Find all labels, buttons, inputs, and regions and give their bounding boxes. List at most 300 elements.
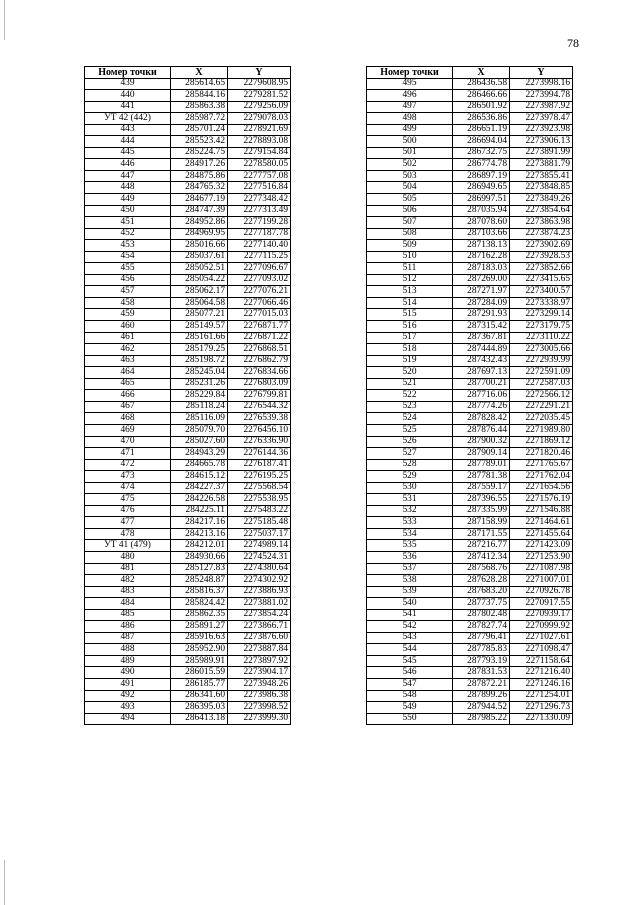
table-row [85,228,291,240]
table-row [85,471,291,483]
cell-point-number: 456 [85,274,171,286]
cell-y: 2276799.81 [228,390,291,402]
table-body-left [85,78,291,725]
cell-point-number: 519 [367,355,453,367]
cell-point-number: 534 [367,528,453,540]
table-row [367,401,573,413]
cell-point-number: 439 [85,78,171,90]
cell-x: 285079.70 [171,424,228,436]
cell-y: 2270917.55 [510,598,573,610]
table-row [367,678,573,690]
cell-y: 2271007.01 [510,575,573,587]
table-row [85,621,291,633]
cell-point-number: 470 [85,436,171,448]
cell-x: 287802.48 [453,609,510,621]
table-row [85,182,291,194]
table-row [85,517,291,529]
table-row [85,598,291,610]
table-row [85,113,291,125]
table-row [85,147,291,159]
cell-y: 2270939.17 [510,609,573,621]
cell-y: 2271464.61 [510,517,573,529]
cell-point-number: 531 [367,494,453,506]
cell-x: 285027.60 [171,436,228,448]
cell-x: 287944.52 [453,702,510,714]
cell-point-number: 550 [367,713,453,725]
cell-point-number: 498 [367,113,453,125]
cell-x: 287876.44 [453,424,510,436]
table-row [367,563,573,575]
cell-x: 286395.03 [171,702,228,714]
cell-x: 287158.99 [453,517,510,529]
scan-edge-mark-top [4,0,5,40]
cell-y: 2271989.80 [510,424,573,436]
table-row [367,286,573,298]
table-row [85,321,291,333]
table-row [367,505,573,517]
table-row [85,563,291,575]
cell-y: 2271869.12 [510,436,573,448]
table-row [85,159,291,171]
cell-x: 285245.04 [171,367,228,379]
cell-point-number: 505 [367,194,453,206]
cell-point-number: 495 [367,78,453,90]
cell-x: 286436.58 [453,78,510,90]
cell-point-number: 493 [85,702,171,714]
cell-x: 285118.24 [171,401,228,413]
cell-point-number: 535 [367,540,453,552]
cell-x: 285062.17 [171,286,228,298]
cell-y: 2273874.23 [510,228,573,240]
cell-y: 2271158.64 [510,655,573,667]
cell-x: 285701.24 [171,124,228,136]
table-row [85,297,291,309]
cell-y: 2273928.53 [510,251,573,263]
cell-point-number: 449 [85,194,171,206]
table-row [367,90,573,102]
cell-x: 286341.60 [171,690,228,702]
cell-x: 285816.37 [171,586,228,598]
cell-y: 2277140.40 [228,240,291,252]
table-body-right [367,78,573,725]
cell-x: 287216.77 [453,540,510,552]
cell-y: 2271246.16 [510,678,573,690]
table-row [85,205,291,217]
table-row [367,702,573,714]
table-row [367,690,573,702]
table-row [85,494,291,506]
table-row [367,136,573,148]
cell-point-number: 525 [367,424,453,436]
cell-x: 285179.25 [171,344,228,356]
table-row [367,170,573,182]
cell-x: 287367.81 [453,332,510,344]
table-row [367,482,573,494]
cell-y: 2276868.51 [228,344,291,356]
cell-point-number: 510 [367,251,453,263]
cell-x: 284747.39 [171,205,228,217]
cell-y: 2276144.36 [228,448,291,460]
cell-x: 286466.66 [453,90,510,102]
table-row [85,251,291,263]
cell-y: 2273906.13 [510,136,573,148]
header-x: X [453,67,510,79]
cell-x: 286536.86 [453,113,510,125]
cell-x: 284615.12 [171,471,228,483]
cell-x: 287271.97 [453,286,510,298]
cell-y: 2273999.30 [228,713,291,725]
cell-y: 2278893.08 [228,136,291,148]
cell-x: 287444.89 [453,344,510,356]
cell-point-number: 532 [367,505,453,517]
cell-x: 287078.60 [453,217,510,229]
cell-y: 2276871.77 [228,321,291,333]
cell-x: 287432.43 [453,355,510,367]
cell-y: 2276456.10 [228,424,291,436]
header-y: Y [228,67,291,79]
cell-point-number: 523 [367,401,453,413]
table-row [85,274,291,286]
cell-y: 2271296.73 [510,702,573,714]
cell-y: 2271098.47 [510,644,573,656]
table-row [367,621,573,633]
table-row [367,632,573,644]
table-header-row [367,67,573,79]
cell-point-number: 541 [367,609,453,621]
cell-y: 2279078.03 [228,113,291,125]
cell-x: 286949.65 [453,182,510,194]
cell-point-number: 458 [85,297,171,309]
cell-x: 286651.19 [453,124,510,136]
table-row [367,655,573,667]
cell-point-number: 548 [367,690,453,702]
cell-point-number: 452 [85,228,171,240]
table-row [85,713,291,725]
cell-y: 2271423.09 [510,540,573,552]
table-row [85,136,291,148]
cell-point-number: 540 [367,598,453,610]
cell-x: 286501.92 [453,101,510,113]
cell-y: 2276803.09 [228,378,291,390]
cell-x: 287700.21 [453,378,510,390]
cell-y: 2278580.05 [228,159,291,171]
cell-y: 2274524.31 [228,551,291,563]
table-row [367,586,573,598]
cell-y: 2277348.42 [228,194,291,206]
cell-point-number: 528 [367,459,453,471]
cell-y: 2273881.02 [228,598,291,610]
table-row [85,378,291,390]
table-row [367,344,573,356]
cell-point-number: 499 [367,124,453,136]
cell-y: 2273998.52 [228,702,291,714]
cell-x: 287985.22 [453,713,510,725]
cell-y: 2273866.71 [228,621,291,633]
table-row [367,332,573,344]
cell-y: 2272035.45 [510,413,573,425]
cell-x: 285229.84 [171,390,228,402]
cell-point-number: 460 [85,321,171,333]
cell-x: 287774.26 [453,401,510,413]
page-number: 78 [567,36,579,50]
cell-x: 285952.90 [171,644,228,656]
cell-point-number: 448 [85,182,171,194]
cell-x: 286997.51 [453,194,510,206]
cell-y: 2275568.54 [228,482,291,494]
table-row [367,609,573,621]
table-row [85,367,291,379]
cell-y: 2273904.17 [228,667,291,679]
cell-point-number: 465 [85,378,171,390]
table-row [367,274,573,286]
table-row [367,713,573,725]
table-row [367,413,573,425]
cell-y: 2271254.01 [510,690,573,702]
table-row [85,690,291,702]
cell-x: 287683.20 [453,586,510,598]
cell-x: 285824.42 [171,598,228,610]
cell-point-number: 544 [367,644,453,656]
cell-y: 2277115.25 [228,251,291,263]
cell-x: 287828.42 [453,413,510,425]
cell-point-number: 441 [85,101,171,113]
table-row [367,378,573,390]
cell-point-number: 520 [367,367,453,379]
cell-y: 2271216.40 [510,667,573,679]
cell-point-number: 491 [85,678,171,690]
table-row [367,297,573,309]
cell-x: 287335.99 [453,505,510,517]
cell-x: 287796.41 [453,632,510,644]
table-row [85,459,291,471]
cell-y: 2271087.98 [510,563,573,575]
cell-x: 287162.28 [453,251,510,263]
table-row [367,448,573,460]
cell-y: 2275538.95 [228,494,291,506]
cell-point-number: 443 [85,124,171,136]
cell-y: 2274380.64 [228,563,291,575]
table-row [367,355,573,367]
cell-point-number: 477 [85,517,171,529]
cell-x: 286897.19 [453,170,510,182]
cell-y: 2273110.22 [510,332,573,344]
scan-edge-mark-bottom [4,860,5,905]
cell-y: 2271820.46 [510,448,573,460]
cell-point-number: 524 [367,413,453,425]
table-row [85,390,291,402]
table-header-row [85,67,291,79]
table-row [367,459,573,471]
cell-y: 2276187.41 [228,459,291,471]
table-row [367,113,573,125]
cell-x: 285916.63 [171,632,228,644]
table-row [367,124,573,136]
cell-y: 2271546.88 [510,505,573,517]
cell-point-number: 526 [367,436,453,448]
cell-point-number: 506 [367,205,453,217]
cell-point-number: 462 [85,344,171,356]
cell-x: 287138.13 [453,240,510,252]
cell-point-number: 481 [85,563,171,575]
cell-x: 284917.26 [171,159,228,171]
cell-point-number: 496 [367,90,453,102]
cell-point-number: 501 [367,147,453,159]
cell-y: 2277516.84 [228,182,291,194]
table-row [85,240,291,252]
cell-point-number: 546 [367,667,453,679]
cell-x: 285052.51 [171,263,228,275]
table-row [367,367,573,379]
cell-point-number: 440 [85,90,171,102]
cell-y: 2279256.09 [228,101,291,113]
table-row [367,575,573,587]
table-row [85,448,291,460]
table-row [367,159,573,171]
table-row [85,528,291,540]
cell-point-number: 468 [85,413,171,425]
table-row [367,309,573,321]
table-row [85,540,291,552]
cell-x: 284226.58 [171,494,228,506]
cell-y: 2273400.57 [510,286,573,298]
cell-y: 2277093.02 [228,274,291,286]
cell-y: 2271253.90 [510,551,573,563]
table-row [85,436,291,448]
cell-point-number: 487 [85,632,171,644]
table-row [367,436,573,448]
cell-x: 287737.75 [453,598,510,610]
cell-y: 2273881.79 [510,159,573,171]
cell-x: 287628.28 [453,575,510,587]
cell-point-number: 478 [85,528,171,540]
table-row [367,667,573,679]
cell-point-number: 521 [367,378,453,390]
cell-point-number: 476 [85,505,171,517]
cell-y: 2273179.75 [510,321,573,333]
cell-y: 2276539.38 [228,413,291,425]
cell-point-number: 490 [85,667,171,679]
cell-point-number: 467 [85,401,171,413]
cell-x: 286185.77 [171,678,228,690]
cell-y: 2273987.92 [510,101,573,113]
cell-y: 2273848.85 [510,182,573,194]
cell-point-number: 444 [85,136,171,148]
table-row [367,424,573,436]
cell-x: 284217.16 [171,517,228,529]
cell-y: 2271455.64 [510,528,573,540]
cell-x: 285231.26 [171,378,228,390]
cell-point-number: 547 [367,678,453,690]
cell-x: 284212.01 [171,540,228,552]
cell-x: 284952.86 [171,217,228,229]
table-row [85,413,291,425]
cell-x: 287831.53 [453,667,510,679]
cell-point-number: 485 [85,609,171,621]
cell-x: 287035.94 [453,205,510,217]
table-row [85,263,291,275]
table-row [85,678,291,690]
cell-y: 2273863.98 [510,217,573,229]
cell-point-number: 472 [85,459,171,471]
cell-y: 2276544.32 [228,401,291,413]
cell-y: 2273849.26 [510,194,573,206]
cell-point-number: 461 [85,332,171,344]
cell-point-number: 446 [85,159,171,171]
cell-x: 284225.11 [171,505,228,517]
cell-y: 2275037.17 [228,528,291,540]
cell-x: 287315.42 [453,321,510,333]
table-row [367,240,573,252]
header-y: Y [510,67,573,79]
cell-point-number: 538 [367,575,453,587]
cell-x: 285862.35 [171,609,228,621]
cell-y: 2273902.69 [510,240,573,252]
cell-y: 2273998.16 [510,78,573,90]
table-row [85,667,291,679]
cell-x: 287183.03 [453,263,510,275]
cell-y: 2273855.41 [510,170,573,182]
cell-y: 2279608.95 [228,78,291,90]
cell-y: 2272939.99 [510,355,573,367]
cell-point-number: 500 [367,136,453,148]
cell-x: 285077.21 [171,309,228,321]
cell-point-number: 539 [367,586,453,598]
table-row [85,609,291,621]
cell-point-number: 475 [85,494,171,506]
cell-x: 284930.66 [171,551,228,563]
table-row [85,344,291,356]
cell-point-number: 533 [367,517,453,529]
cell-point-number: 445 [85,147,171,159]
cell-y: 2273854.24 [228,609,291,621]
cell-y: 2271762.04 [510,471,573,483]
cell-y: 2273005.66 [510,344,573,356]
table-row [85,90,291,102]
cell-x: 285863.38 [171,101,228,113]
table-row [85,644,291,656]
cell-x: 284665.78 [171,459,228,471]
cell-x: 287899.26 [453,690,510,702]
cell-point-number: 530 [367,482,453,494]
cell-y: 2278921.69 [228,124,291,136]
table-row [85,309,291,321]
cell-y: 2277066.46 [228,297,291,309]
cell-x: 287793.19 [453,655,510,667]
cell-x: 285844.16 [171,90,228,102]
cell-x: 284875.86 [171,170,228,182]
cell-point-number: УТ 42 (442) [85,113,171,125]
cell-y: 2273923.98 [510,124,573,136]
cell-y: 2273897.92 [228,655,291,667]
cell-point-number: 457 [85,286,171,298]
cell-x: 284213.16 [171,528,228,540]
cell-x: 285116.09 [171,413,228,425]
cell-point-number: 497 [367,101,453,113]
cell-x: 287396.55 [453,494,510,506]
cell-point-number: УТ 41 (479) [85,540,171,552]
cell-x: 284227.37 [171,482,228,494]
table-row [367,251,573,263]
cell-point-number: 529 [367,471,453,483]
cell-x: 286732.75 [453,147,510,159]
cell-x: 287103.66 [453,228,510,240]
cell-point-number: 503 [367,170,453,182]
cell-point-number: 455 [85,263,171,275]
cell-y: 2273415.65 [510,274,573,286]
table-row [85,194,291,206]
cell-y: 2273986.38 [228,690,291,702]
table-row [85,655,291,667]
